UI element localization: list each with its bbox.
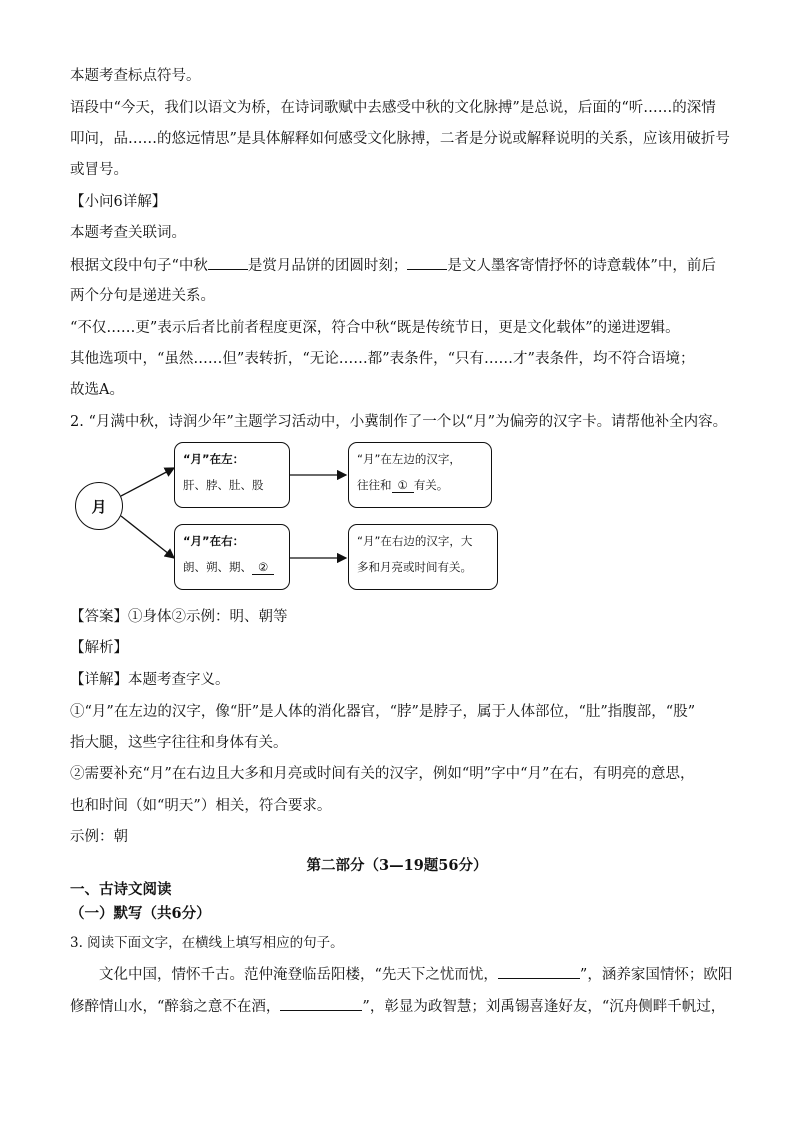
center-character-circle: 月: [75, 482, 123, 530]
text-line: 本题考查标点符号。: [70, 68, 201, 84]
text-line-with-blank: [99, 964, 732, 985]
text-line: 语段中“今天，我们以语文为桥，在诗词歌赋中去感受中秋的文化脉搏”是总说，后面的“听……的深情: [70, 100, 716, 116]
text-segment: 修醉情山水，“醉翁之意不在酒，: [70, 999, 281, 1015]
hanzi-card-diagram: [70, 436, 510, 596]
box-characters: 朗、朔、期、: [183, 560, 252, 574]
box-text: 有关。: [413, 478, 449, 492]
part-title: 第二部分（3—19题56分）: [306, 857, 488, 874]
text-line: 叩问，品……的悠远情思”是具体解释如何感受文化脉搏，二者是分说或解释说明的关系，应该用破折号: [70, 131, 730, 147]
text-line: 其他选项中，“虽然……但”表转折，“无论……都”表条件，“只有……才”表条件，均不符合语境；: [70, 351, 695, 367]
text-line-with-blank: [70, 996, 725, 1017]
box-text: 多和月亮或时间有关。: [357, 560, 472, 574]
text-segment: 文化中国，情怀千古。范仲淹登临岳阳楼，“先天下之忧而忧，: [99, 967, 498, 983]
text-line: 故选A。: [70, 382, 124, 398]
text-line: 【详解】本题考查字义。: [70, 672, 230, 688]
question-2: 2. “月满中秋，诗润少年”主题学习活动中，小冀制作了一个以“月”为偏旁的汉字卡。请帮他补全内容。: [70, 414, 728, 430]
text-line: 或冒号。: [70, 162, 128, 178]
text-line: “不仅……更”表示后者比前者程度更深，符合中秋“既是传统节日，更是文化载体”的递进逻辑。: [70, 320, 680, 336]
blank-1: ①: [392, 478, 414, 493]
box-text: 往往和: [357, 478, 392, 492]
box-characters-with-blank: [183, 554, 281, 580]
text-line-with-blanks: [70, 255, 716, 276]
box-title: “月”在右：: [183, 534, 245, 548]
arrow-lower: [121, 516, 174, 558]
text-segment: ”，彰显为政智慧；刘禹锡喜逢好友，“沉舟侧畔千帆过，: [362, 999, 726, 1015]
question-3: 3. 阅读下面文字，在横线上填写相应的句子。: [70, 935, 344, 951]
blank-2: ②: [252, 560, 274, 575]
box-title: “月”在左：: [183, 452, 245, 466]
text-line: 指大腿，这些字往往和身体有关。: [70, 735, 288, 751]
box-left-meaning: [348, 442, 492, 508]
text-line: 两个分句是递进关系。: [70, 288, 215, 304]
text-segment: 根据文段中句子“中秋: [70, 258, 208, 274]
box-characters: 肝、脖、肚、股: [183, 478, 264, 492]
box-text: “月”在右边的汉字，大: [357, 534, 473, 548]
text-line: ①“月”在左边的汉字，像“肝”是人体的消化器官，“脖”是脖子，属于人体部位，“肚”指腹部，“股”: [70, 704, 696, 720]
text-line: 也和时间（如“明天”）相关，符合要求。: [70, 798, 332, 814]
subsection-title: （一）默写（共6分）: [70, 905, 211, 922]
text-line: ②需要补充“月”在右边且大多和月亮或时间有关的汉字，例如“明”字中“月”在右，有明亮的意思，: [70, 766, 695, 782]
box-text: “月”在左边的汉字，: [357, 452, 461, 466]
text-segment: 是赏月品饼的团圆时刻；: [247, 258, 408, 274]
section-title: 一、古诗文阅读: [70, 881, 172, 898]
box-text-with-blank: [357, 472, 483, 498]
box-right-side: [174, 524, 290, 590]
text-segment: ”，涵养家国情怀；欧阳: [579, 967, 733, 983]
text-segment: 是文人墨客寄情抒怀的诗意载体”中，前后: [447, 258, 716, 274]
text-line: 【解析】: [70, 640, 128, 656]
box-right-meaning: [348, 524, 498, 590]
blank-line: [208, 255, 248, 270]
blank-line: [407, 255, 447, 270]
answer-blank: [280, 996, 362, 1011]
text-line: 示例：朝: [70, 829, 128, 845]
answer-blank: [498, 964, 580, 979]
box-left-side: [174, 442, 290, 508]
arrow-upper: [121, 468, 174, 496]
text-line: 本题考查关联词。: [70, 225, 186, 241]
section-heading: 【小问6详解】: [70, 194, 167, 210]
answer-line: 【答案】①身体②示例：明、朝等: [70, 609, 288, 625]
